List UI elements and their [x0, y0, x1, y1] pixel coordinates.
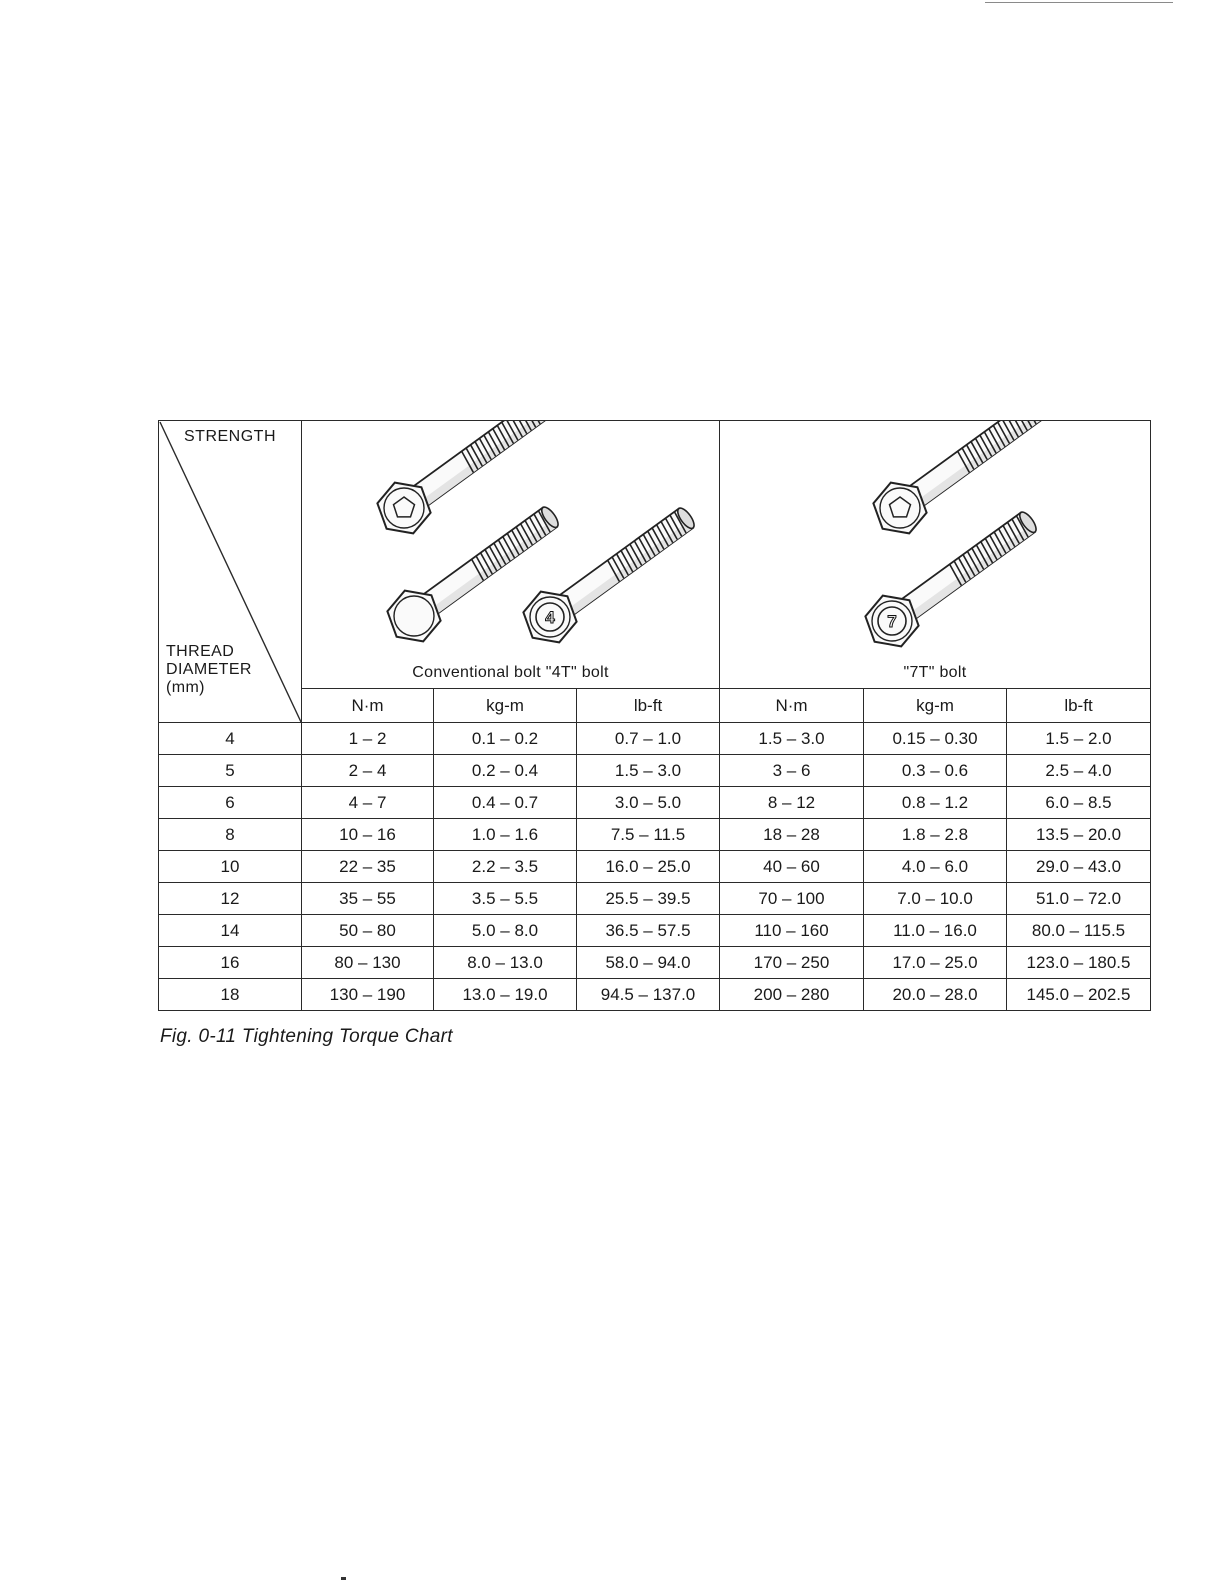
torque-value-cell: 1.0 – 1.6 — [434, 819, 577, 851]
thread-diameter-cell: 18 — [159, 979, 302, 1011]
torque-value-cell: 80.0 – 115.5 — [1007, 915, 1151, 947]
torque-table — [158, 420, 1151, 1011]
torque-value-cell: 20.0 – 28.0 — [864, 979, 1007, 1011]
strength-label: STRENGTH — [184, 428, 276, 445]
torque-value-cell: 70 – 100 — [720, 883, 864, 915]
unit-header-4t-kgm: kg-m — [434, 689, 577, 723]
torque-value-cell: 0.7 – 1.0 — [577, 723, 720, 755]
torque-value-cell: 16.0 – 25.0 — [577, 851, 720, 883]
torque-value-cell: 0.2 – 0.4 — [434, 755, 577, 787]
torque-value-cell: 0.4 – 0.7 — [434, 787, 577, 819]
page-mark — [341, 1577, 346, 1580]
thread-diameter-cell: 4 — [159, 723, 302, 755]
torque-value-cell: 22 – 35 — [302, 851, 434, 883]
bolt-7t-illustrations — [720, 421, 1151, 689]
torque-value-cell: 0.15 – 0.30 — [864, 723, 1007, 755]
group-4t-label: Conventional bolt "4T" bolt — [412, 664, 609, 681]
thread-diameter-cell: 8 — [159, 819, 302, 851]
torque-value-cell: 3 – 6 — [720, 755, 864, 787]
thread-diameter-cell: 6 — [159, 787, 302, 819]
torque-value-cell: 110 – 160 — [720, 915, 864, 947]
unit-header-7t-kgm: kg-m — [864, 689, 1007, 723]
torque-value-cell: 4 – 7 — [302, 787, 434, 819]
thread-diameter-cell: 14 — [159, 915, 302, 947]
torque-value-cell: 130 – 190 — [302, 979, 434, 1011]
torque-value-cell: 13.0 – 19.0 — [434, 979, 577, 1011]
torque-value-cell: 1.5 – 2.0 — [1007, 723, 1151, 755]
torque-value-cell: 7.5 – 11.5 — [577, 819, 720, 851]
torque-value-cell: 18 – 28 — [720, 819, 864, 851]
torque-value-cell: 7.0 – 10.0 — [864, 883, 1007, 915]
table-row — [159, 819, 1151, 851]
torque-value-cell: 10 – 16 — [302, 819, 434, 851]
torque-value-cell: 2.5 – 4.0 — [1007, 755, 1151, 787]
table-row — [159, 947, 1151, 979]
svg-text:7: 7 — [887, 612, 897, 631]
torque-value-cell: 50 – 80 — [302, 915, 434, 947]
svg-text:4: 4 — [545, 608, 555, 627]
torque-value-cell: 25.5 – 39.5 — [577, 883, 720, 915]
torque-value-cell: 8 – 12 — [720, 787, 864, 819]
torque-value-cell: 0.3 – 0.6 — [864, 755, 1007, 787]
torque-value-cell: 80 – 130 — [302, 947, 434, 979]
torque-value-cell: 0.8 – 1.2 — [864, 787, 1007, 819]
torque-value-cell: 35 – 55 — [302, 883, 434, 915]
torque-value-cell: 11.0 – 16.0 — [864, 915, 1007, 947]
table-row — [159, 723, 1151, 755]
bolt-4t-illustration-cell — [302, 421, 720, 689]
torque-value-cell: 2.2 – 3.5 — [434, 851, 577, 883]
torque-value-cell: 3.0 – 5.0 — [577, 787, 720, 819]
torque-value-cell: 170 – 250 — [720, 947, 864, 979]
corner-header-cell — [159, 421, 302, 723]
torque-value-cell: 145.0 – 202.5 — [1007, 979, 1151, 1011]
unit-header-4t-lbft: lb-ft — [577, 689, 720, 723]
torque-value-cell: 13.5 – 20.0 — [1007, 819, 1151, 851]
torque-value-cell: 1.8 – 2.8 — [864, 819, 1007, 851]
table-row — [159, 787, 1151, 819]
thread-diameter-cell: 5 — [159, 755, 302, 787]
table-row — [159, 851, 1151, 883]
torque-value-cell: 29.0 – 43.0 — [1007, 851, 1151, 883]
bolt-7t-illustration-cell — [720, 421, 1151, 689]
table-row — [159, 915, 1151, 947]
unit-header-7t-nm: N·m — [720, 689, 864, 723]
torque-value-cell: 3.5 – 5.5 — [434, 883, 577, 915]
torque-value-cell: 200 – 280 — [720, 979, 864, 1011]
torque-value-cell: 8.0 – 13.0 — [434, 947, 577, 979]
torque-value-cell: 2 – 4 — [302, 755, 434, 787]
table-row — [159, 755, 1151, 787]
torque-value-cell: 17.0 – 25.0 — [864, 947, 1007, 979]
torque-data-rows — [159, 723, 1151, 1011]
thread-diameter-cell: 16 — [159, 947, 302, 979]
torque-value-cell: 36.5 – 57.5 — [577, 915, 720, 947]
torque-value-cell: 123.0 – 180.5 — [1007, 947, 1151, 979]
unit-header-4t-nm: N·m — [302, 689, 434, 723]
unit-header-7t-lbft: lb-ft — [1007, 689, 1151, 723]
table-row — [159, 979, 1151, 1011]
torque-value-cell: 1 – 2 — [302, 723, 434, 755]
thread-diameter-cell: 12 — [159, 883, 302, 915]
group-7t-label: "7T" bolt — [903, 664, 967, 681]
thread-diameter-cell: 10 — [159, 851, 302, 883]
torque-value-cell: 1.5 – 3.0 — [720, 723, 864, 755]
thread-diameter-label: THREAD DIAMETER (mm) — [166, 643, 252, 696]
torque-value-cell: 40 – 60 — [720, 851, 864, 883]
torque-value-cell: 5.0 – 8.0 — [434, 915, 577, 947]
torque-value-cell: 6.0 – 8.5 — [1007, 787, 1151, 819]
torque-value-cell: 0.1 – 0.2 — [434, 723, 577, 755]
torque-value-cell: 4.0 – 6.0 — [864, 851, 1007, 883]
torque-value-cell: 51.0 – 72.0 — [1007, 883, 1151, 915]
torque-value-cell: 94.5 – 137.0 — [577, 979, 720, 1011]
torque-value-cell: 1.5 – 3.0 — [577, 755, 720, 787]
bolt-4t-illustrations — [302, 421, 720, 689]
top-rule — [985, 2, 1173, 3]
bolt-4t-star-head-icon — [377, 421, 551, 533]
figure-caption: Fig. 0-11 Tightening Torque Chart — [160, 1026, 453, 1047]
table-row — [159, 883, 1151, 915]
torque-value-cell: 58.0 – 94.0 — [577, 947, 720, 979]
